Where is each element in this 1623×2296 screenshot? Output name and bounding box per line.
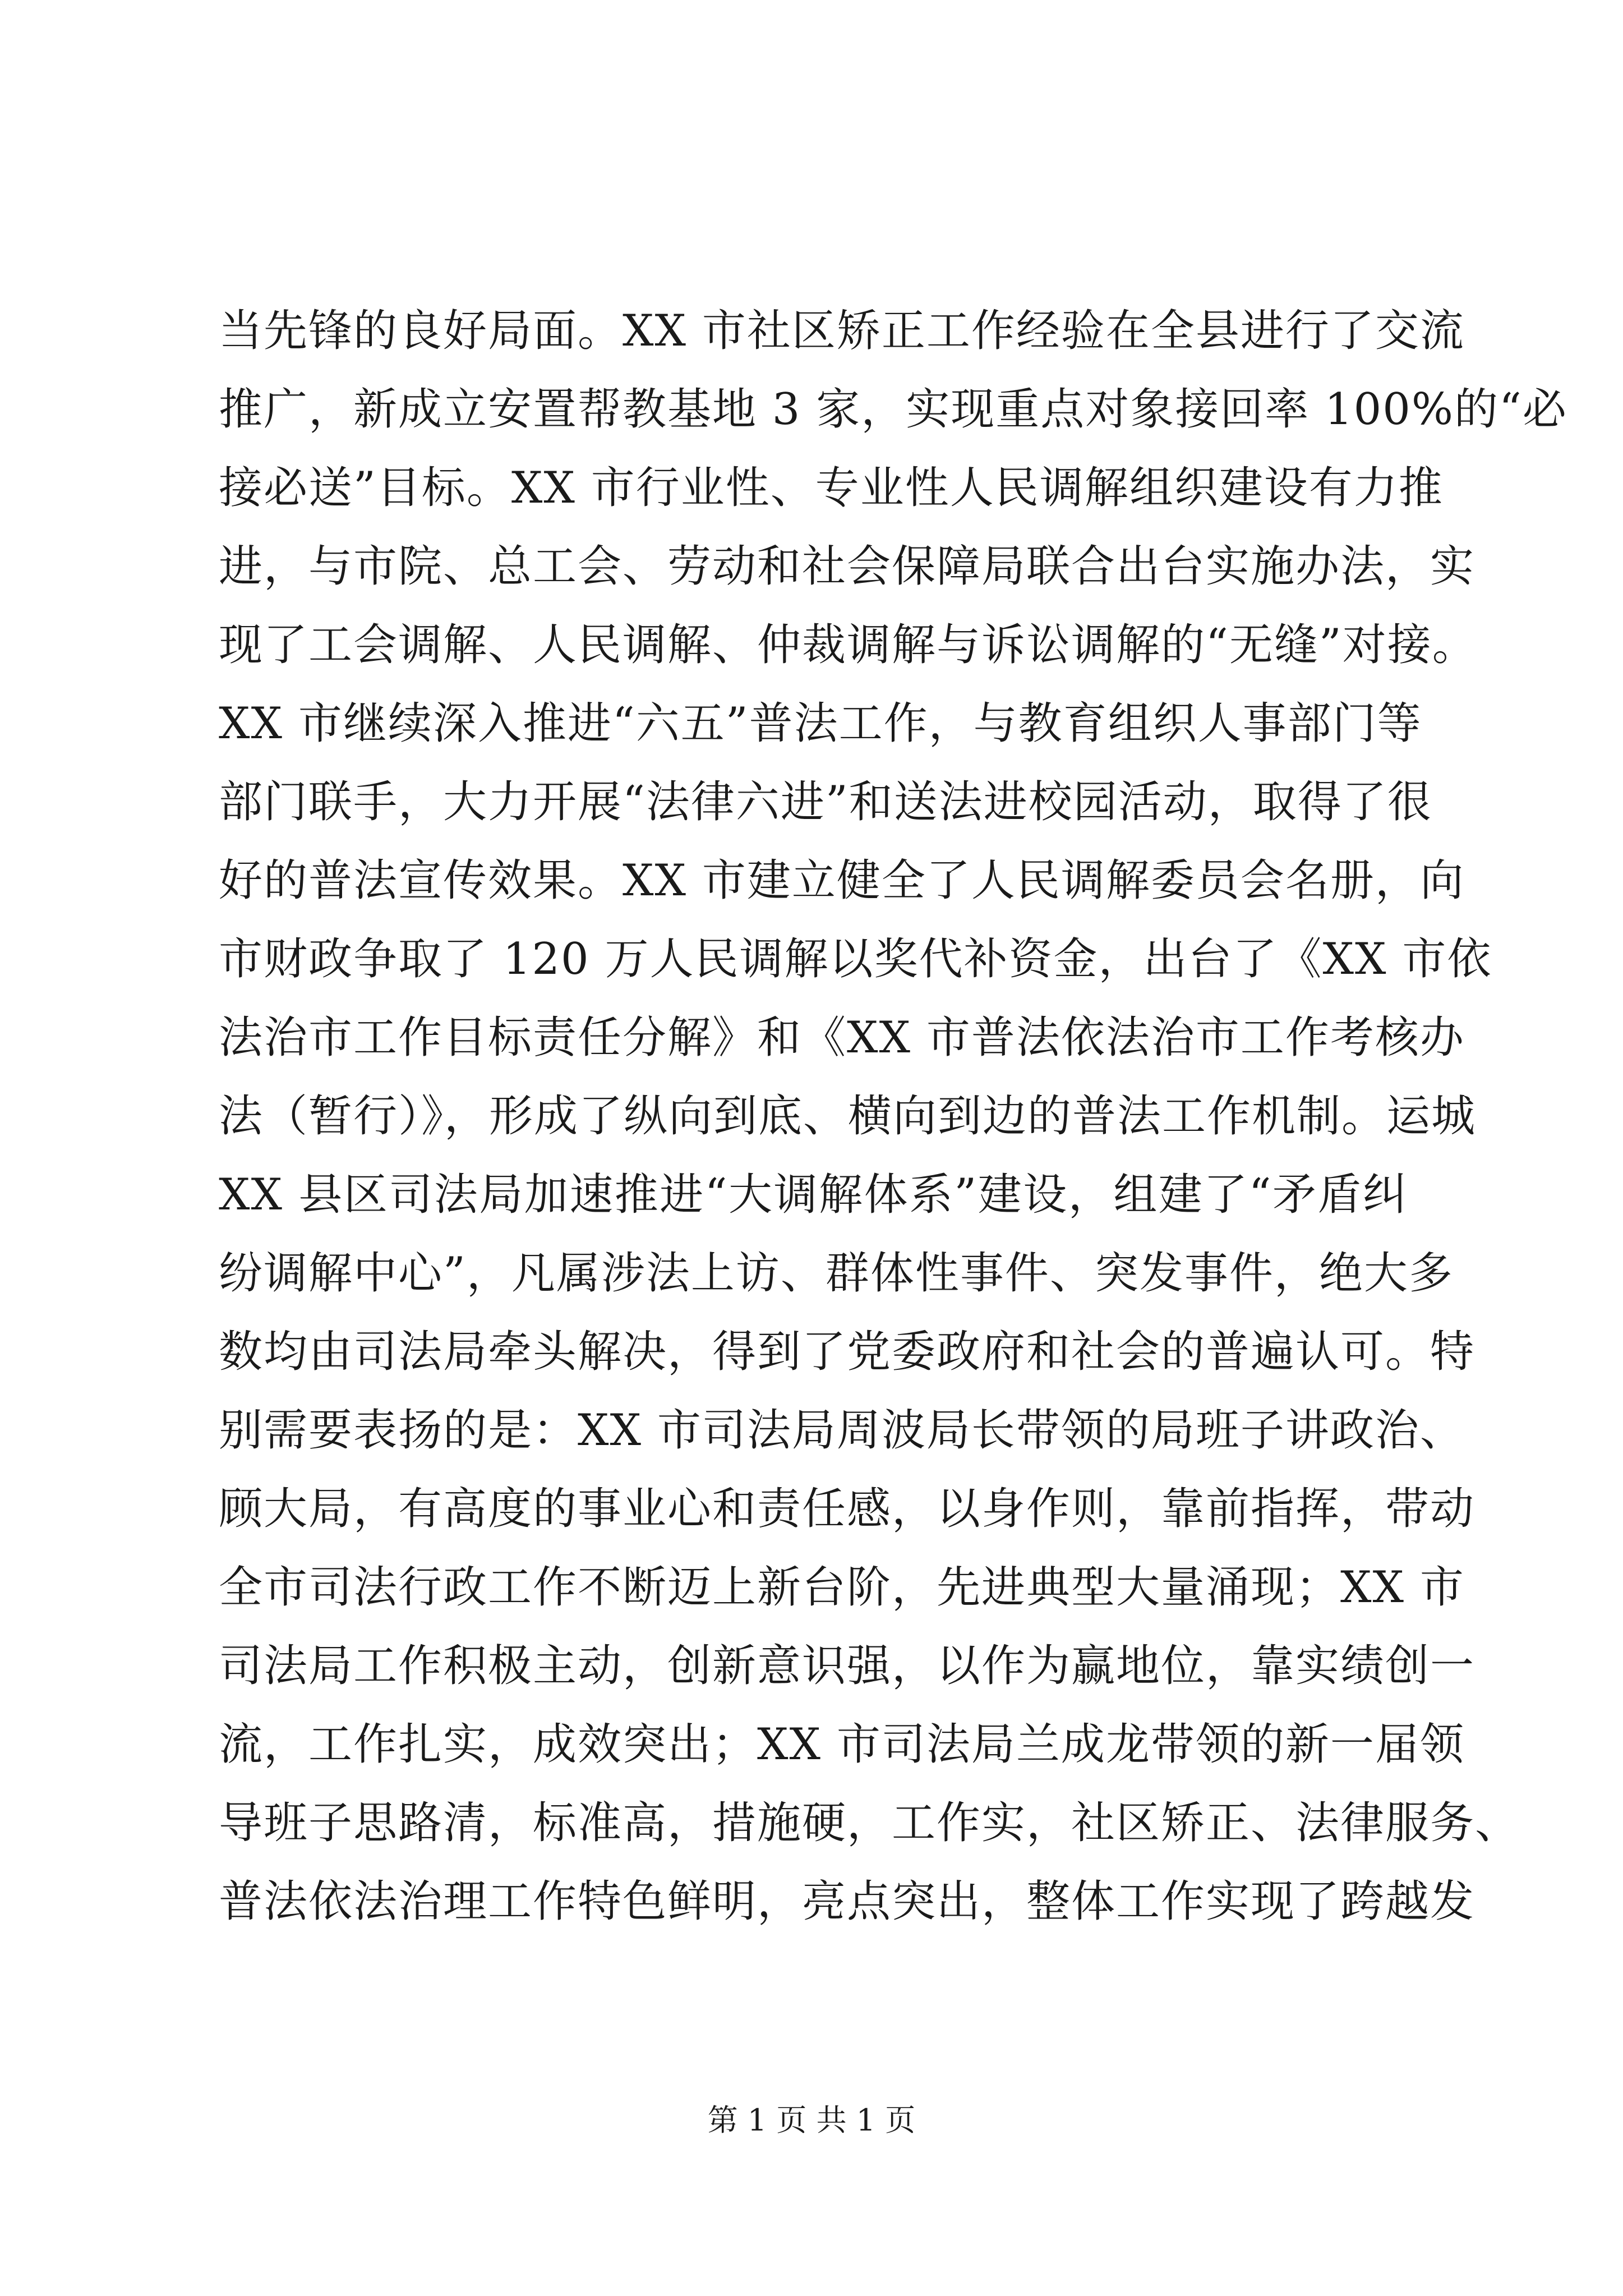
text-line: 别需要表扬的是：XX 市司法局周波局长带领的局班子讲政治、 [219,1405,1465,1456]
text-line: 好的普法宣传效果。XX 市建立健全了人民调解委员会名册，向 [219,855,1465,906]
text-line: XX 市继续深入推进“六五”普法工作，与教育组织人事部门等 [219,698,1422,749]
page-footer: 第 1 页 共 1 页 [707,2102,916,2138]
text-line: 法治市工作目标责任分解》和《XX 市普法依法治市工作考核办 [219,1013,1465,1063]
text-line: 法（暂行）》，形成了纵向到底、横向到边的普法工作机制。运城 [219,1091,1477,1142]
text-line: 推广，新成立安置帮教基地 3 家，实现重点对象接回率 100%的“必 [219,384,1567,435]
text-line: 现了工会调解、人民调解、仲裁调解与诉讼调解的“无缝”对接。 [219,620,1477,670]
text-line: 纷调解中心”，凡属涉法上访、群体性事件、突发事件，绝大多 [219,1248,1454,1299]
text-line: 顾大局，有高度的事业心和责任感，以身作则，靠前指挥，带动 [219,1484,1476,1534]
text-line: 数均由司法局牵头解决，得到了党委政府和社会的普遍认可。特 [219,1327,1476,1377]
text-line: 全市司法行政工作不断迈上新台阶，先进典型大量涌现；XX 市 [219,1562,1465,1613]
text-line: 司法局工作积极主动，创新意识强，以作为赢地位，靠实绩创一 [219,1641,1476,1691]
body-text [219,292,1567,1941]
text-line: 接必送”目标。XX 市行业性、专业性人民调解组织建设有力推 [219,463,1444,513]
text-line: XX 县区司法局加速推进“大调解体系”建设，组建了“矛盾纠 [219,1170,1408,1220]
text-line: 导班子思路清，标准高，措施硬，工作实，社区矫正、法律服务、 [219,1798,1520,1848]
text-line: 流，工作扎实，成效突出；XX 市司法局兰成龙带领的新一届领 [219,1719,1465,1770]
text-line: 部门联手，大力开展“法律六进”和送法进校园活动，取得了很 [219,777,1432,827]
text-line: 当先锋的良好局面。XX 市社区矫正工作经验在全县进行了交流 [219,306,1465,356]
text-line: 进，与市院、总工会、劳动和社会保障局联合出台实施办法，实 [219,541,1476,592]
text-line: 普法依法治理工作特色鲜明，亮点突出，整体工作实现了跨越发 [219,1876,1476,1927]
text-line: 市财政争取了 120 万人民调解以奖代补资金，出台了《XX 市依 [219,934,1492,984]
